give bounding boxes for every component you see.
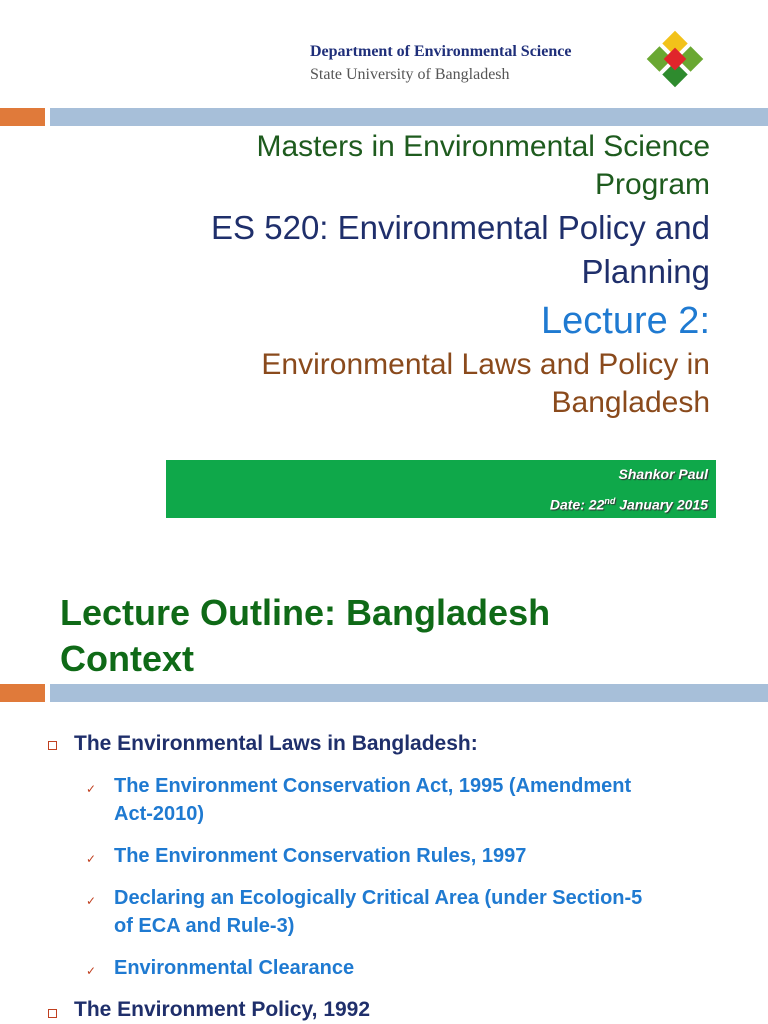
program-title — [150, 128, 710, 204]
lecture-topic-line1: Environmental Laws and Policy in — [261, 348, 710, 381]
lecture-topic — [110, 346, 710, 422]
outline-title — [60, 590, 700, 682]
date-suffix: January 2015 — [615, 496, 708, 513]
checkmark-icon: ✓ — [86, 782, 97, 796]
outline-title-line2: Context — [60, 638, 194, 679]
list-item — [114, 772, 744, 828]
lecture-topic-line2: Bangladesh — [551, 386, 710, 419]
outline-slide — [0, 560, 768, 1024]
divider-blue-block — [50, 684, 768, 702]
header-divider-bar — [0, 108, 768, 126]
list-item: Environmental Clearance — [114, 957, 355, 979]
program-title-line2: Program — [594, 168, 710, 201]
course-title — [90, 206, 710, 294]
list-item-line2: Act-2010) — [114, 803, 205, 825]
program-title-line1: Masters in Environmental Science — [256, 130, 710, 163]
checkmark-icon: ✓ — [86, 894, 97, 908]
list-item-line1: The Environment Conservation Act, 1995 (Amendment — [114, 775, 632, 797]
course-title-line2: Planning — [581, 253, 710, 290]
presenter-box — [166, 460, 716, 518]
divider-orange-block — [0, 684, 45, 702]
list-item-line2: of ECA and Rule-3) — [114, 915, 295, 937]
outline-divider-bar — [0, 684, 768, 702]
department-name: Department of Environmental Science — [310, 43, 572, 60]
university-name: State University of Bangladesh — [310, 66, 510, 83]
list-item: The Environment Policy, 1992 — [74, 998, 371, 1021]
lecture-number: Lecture 2: — [541, 300, 710, 342]
list-item: The Environmental Laws in Bangladesh: — [74, 732, 478, 755]
outline-title-line1: Lecture Outline: Bangladesh — [60, 592, 551, 633]
date-prefix: Date: 22 — [549, 496, 605, 513]
list-item-line1: Declaring an Ecologically Critical Area (under Section-5 — [114, 887, 643, 909]
date-superscript: nd — [604, 496, 616, 506]
list-item — [114, 884, 744, 940]
course-title-line1: ES 520: Environmental Policy and — [211, 209, 710, 246]
square-bullet-icon — [48, 1009, 57, 1018]
presenter-name: Shankor Paul — [618, 466, 708, 482]
checkmark-icon: ✓ — [86, 852, 97, 866]
lecture-date — [550, 496, 708, 513]
checkmark-icon: ✓ — [86, 964, 97, 978]
square-bullet-icon — [48, 741, 57, 750]
department-header — [310, 40, 571, 86]
divider-orange-block — [0, 108, 45, 126]
list-item: The Environment Conservation Rules, 1997 — [114, 845, 527, 867]
university-logo-icon — [640, 24, 710, 94]
divider-blue-block — [50, 108, 768, 126]
